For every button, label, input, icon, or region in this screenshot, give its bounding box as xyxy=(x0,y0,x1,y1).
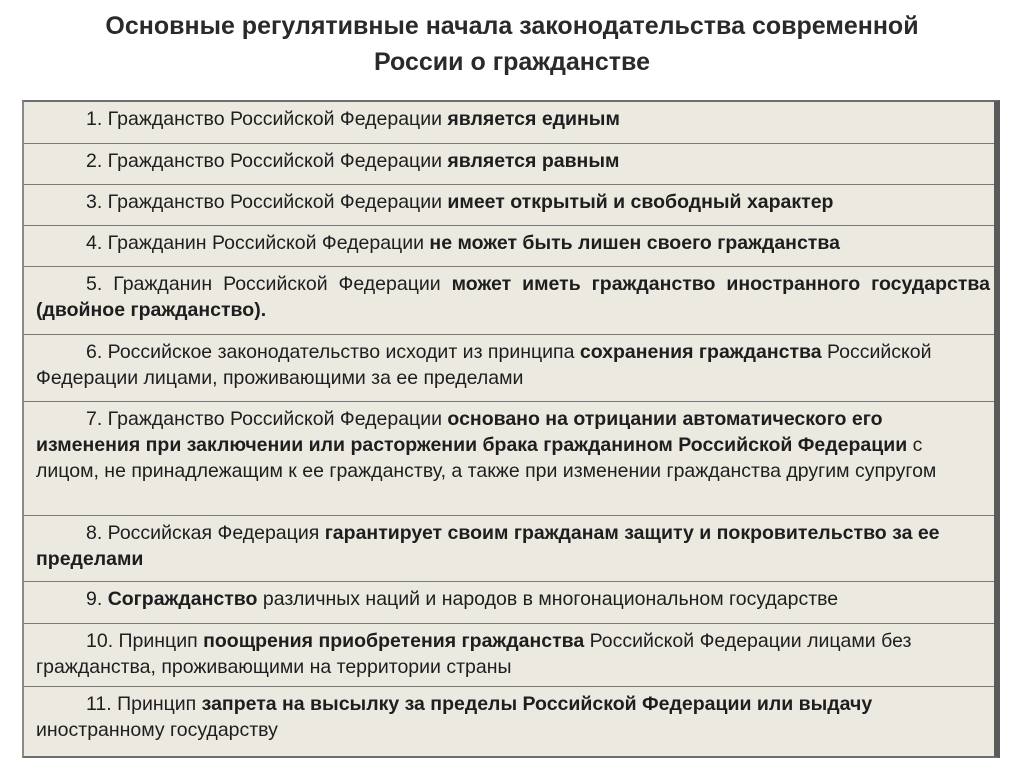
principle-row-8 xyxy=(24,516,994,582)
principle-row-6 xyxy=(24,335,994,402)
principle-8-text: 8. Российская Федерация xyxy=(86,522,325,544)
principle-9-text-tail: различных наций и народов в многонациональном государстве xyxy=(257,588,839,610)
principle-row-9 xyxy=(24,582,994,624)
principle-4-text: 4. Гражданин Российской Федерации xyxy=(86,232,430,254)
title-line-1: Основные регулятивные начала законодательства современной xyxy=(105,12,919,40)
principle-3-emphasis: имеет открытый и свободный характер xyxy=(447,191,834,213)
principle-9-text: 9. xyxy=(86,588,108,610)
principle-7-text: 7. Гражданство Российской Федерации xyxy=(86,408,448,430)
principle-2-emphasis: является равным xyxy=(447,150,620,172)
principle-row-4 xyxy=(24,226,994,267)
principle-2-text: 2. Гражданство Российской Федерации xyxy=(86,150,448,172)
principle-6-text-tail: Российской Федерации лицами, проживающими за ее пределами xyxy=(36,341,932,389)
principle-row-3 xyxy=(24,185,994,226)
principle-row-10 xyxy=(24,624,994,687)
principle-3-text: 3. Гражданство Российской Федерации xyxy=(86,191,448,213)
principle-row-7 xyxy=(24,402,994,516)
principle-7-emphasis: основано на отрицании автоматического его изменения при заключении или расторжении брака гражданином Российской Федерации xyxy=(36,408,908,456)
principle-row-1 xyxy=(24,102,994,144)
principle-5-emphasis: может иметь гражданство иностранного государства (двойное гражданство). xyxy=(36,273,990,321)
principle-6-text: 6. Российское законодательство исходит из принципа xyxy=(86,341,580,363)
principle-11-text-tail: иностранному государству xyxy=(36,719,278,741)
principle-11-text: 11. Принцип xyxy=(86,693,202,715)
principle-5-text: 5. Гражданин Российской Федерации xyxy=(86,273,452,295)
principle-row-2 xyxy=(24,144,994,185)
principle-10-text: 10. Принцип xyxy=(86,630,204,652)
principle-11-emphasis: запрета на высылку за пределы Российской Федерации или выдачу xyxy=(201,693,873,715)
principle-row-11 xyxy=(24,687,994,756)
principle-row-5 xyxy=(24,267,994,335)
principle-4-emphasis: не может быть лишен своего гражданства xyxy=(429,232,840,254)
principle-1-text: 1. Гражданство Российской Федерации xyxy=(86,108,448,130)
principle-8-emphasis: гарантирует своим гражданам защиту и покровительство за ее пределами xyxy=(36,522,940,570)
principle-9-emphasis: Согражданство xyxy=(107,588,258,610)
principle-7-text-tail: с лицом, не принадлежащим к ее гражданству, а также при изменении гражданства другим супругом xyxy=(36,434,937,482)
principle-6-emphasis: сохранения гражданства xyxy=(579,341,822,363)
title-line-2: России о гражданстве xyxy=(374,48,650,76)
principle-10-emphasis: поощрения приобретения гражданства xyxy=(203,630,585,652)
principles-table xyxy=(22,100,1000,758)
page-title xyxy=(0,8,1024,80)
principle-10-text-tail: Российской Федерации лицами без гражданства, проживающими на территории страны xyxy=(36,630,912,678)
principle-1-emphasis: является единым xyxy=(447,108,620,130)
